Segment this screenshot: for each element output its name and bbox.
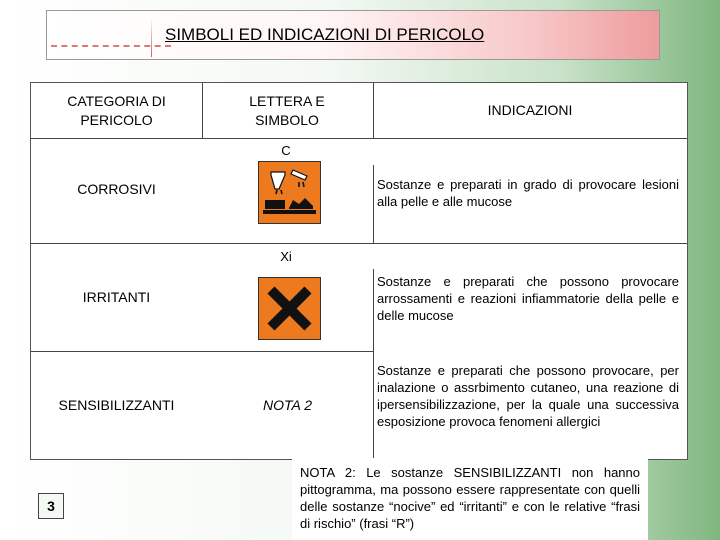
- title-banner: [46, 10, 660, 60]
- column-divider: [373, 165, 374, 243]
- decorative-dash: [51, 45, 171, 47]
- category-corrosive: CORROSIVI: [77, 181, 156, 197]
- header-category: CATEGORIA DI PERICOLO: [67, 93, 166, 128]
- symbol-note-ref: NOTA 2: [262, 397, 312, 413]
- corrosive-icon: [258, 161, 321, 224]
- indication-irritant: Sostanze e preparati che possono provocare arrossamenti e reazioni infiammatorie della pelle e delle mucose: [377, 274, 679, 323]
- note-box: NOTA 2: Le sostanze SENSIBILIZZANTI non hanno pittogramma, ma possono essere rappresentate con quelli delle sostanze “nocive” ed “irritanti” e con le relative “frasi di rischio” (frasi “R”): [292, 458, 648, 540]
- header-divider: [31, 138, 687, 139]
- column-divider: [373, 269, 374, 459]
- category-sensitizing: SENSIBILIZZANTI: [58, 397, 175, 413]
- header-indications: INDICAZIONI: [487, 102, 573, 118]
- letter-c: C: [281, 143, 291, 158]
- page-number: 3: [38, 493, 64, 519]
- category-irritant: IRRITANTI: [82, 289, 151, 305]
- header-symbol: LETTERA E SIMBOLO: [249, 93, 325, 128]
- row-divider: [31, 243, 687, 244]
- indication-sensitizing: Sostanze e preparati che possono provocare, per inalazione o assrbimento cutaneo, una reazione di ipersensibilizzazione, per la quale una successiva esposizione provoca fenomeni allergici: [377, 363, 679, 429]
- page-title: SIMBOLI ED INDICAZIONI DI PERICOLO: [165, 25, 485, 44]
- column-divider: [202, 83, 203, 138]
- indication-corrosive: Sostanze e preparati in grado di provocare lesioni alla pelle e alle mucose: [377, 177, 679, 209]
- decorative-divider: [151, 17, 152, 57]
- row-divider-partial: [31, 351, 373, 352]
- irritant-icon: [258, 277, 321, 340]
- hazard-table: [30, 82, 688, 460]
- letter-xi: Xi: [280, 249, 292, 264]
